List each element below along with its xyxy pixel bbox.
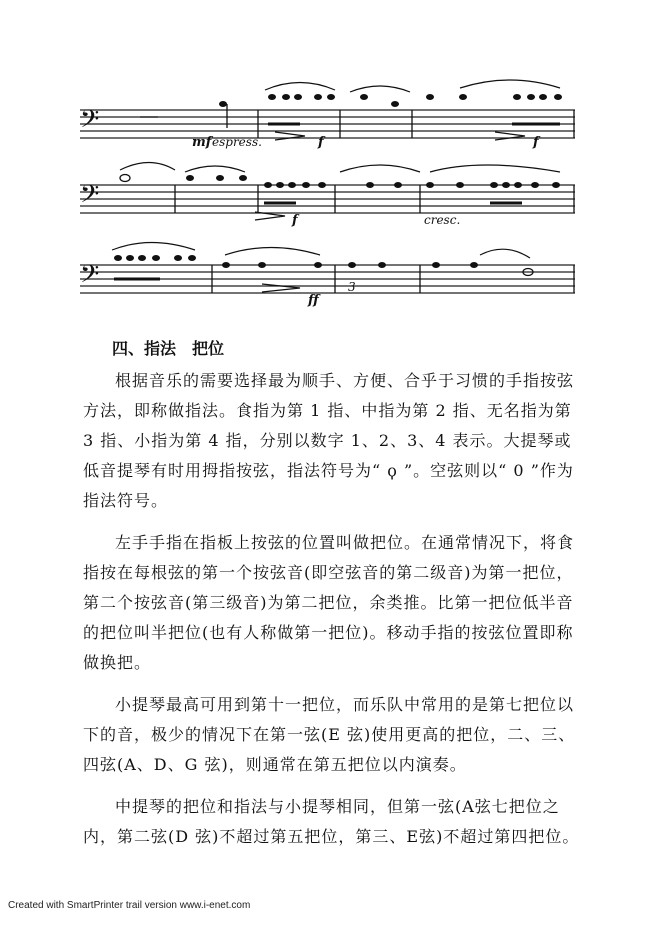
paragraph-positions: 左手手指在指板上按弦的位置叫做把位。在通常情况下，将食指按在每根弦的第一个按弦音(即空弦音的第二级音)为第一把位，第二个按弦音(第三级音)为第二把位，余类推。比第一把位低半音的把位叫半把位(也有人称做第一把位)。移动手指的按弦位置即称做换把。 xyxy=(83,533,575,672)
body-text xyxy=(83,366,583,852)
bass-clef: 𝄢 xyxy=(80,105,100,140)
dynamic-ff: ff xyxy=(308,293,319,308)
bass-clef-3: 𝄢 xyxy=(80,260,100,295)
bass-clef-2: 𝄢 xyxy=(80,180,100,215)
dynamic-mf: mf xyxy=(192,135,212,150)
section-heading: 四、指法 把位 xyxy=(112,339,225,358)
staff-system-3 xyxy=(80,243,575,309)
dynamic-f-2: f xyxy=(533,135,539,150)
paragraph-violin: 小提琴最高可用到第十一把位，而乐队中常用的是第七把位以下的音，极少的情况下在第一弦(E 弦)使用更高的把位，二、三、四弦(A、D、G 弦)，则通常在第五把位以内演奏。 xyxy=(83,695,576,774)
expression-espress: espress. xyxy=(212,135,262,149)
expression-cresc: cresc. xyxy=(424,213,461,227)
music-score xyxy=(0,0,656,320)
dynamic-f-3: f xyxy=(292,213,298,228)
staff-system-2 xyxy=(80,163,575,229)
paragraph-viola: 中提琴的把位和指法与小提琴相同，但第一弦(A弦七把位之内，第二弦(D 弦)不超过第五把位，第三、E弦)不超过第四把位。 xyxy=(83,797,580,846)
dynamic-f-1: f xyxy=(318,135,324,150)
paragraph-fingering: 根据音乐的需要选择最为顺手、方便、合乎于习惯的手指按弦方法，即称做指法。食指为第 1 指、中指为第 2 指、无名指为第 3 指、小指为第 4 指，分别以数字 1、2、3、4 表示。大提琴或低音提琴有时用拇指按弦，指法符号为“ ϙ ”。空弦则以“ 0 ”作为指法符号。 xyxy=(83,371,575,510)
watermark-footer: Created with SmartPrinter trail version www.i-enet.com xyxy=(8,900,251,911)
triplet-marker: 3 xyxy=(348,280,356,294)
staff-system-1 xyxy=(80,80,575,150)
